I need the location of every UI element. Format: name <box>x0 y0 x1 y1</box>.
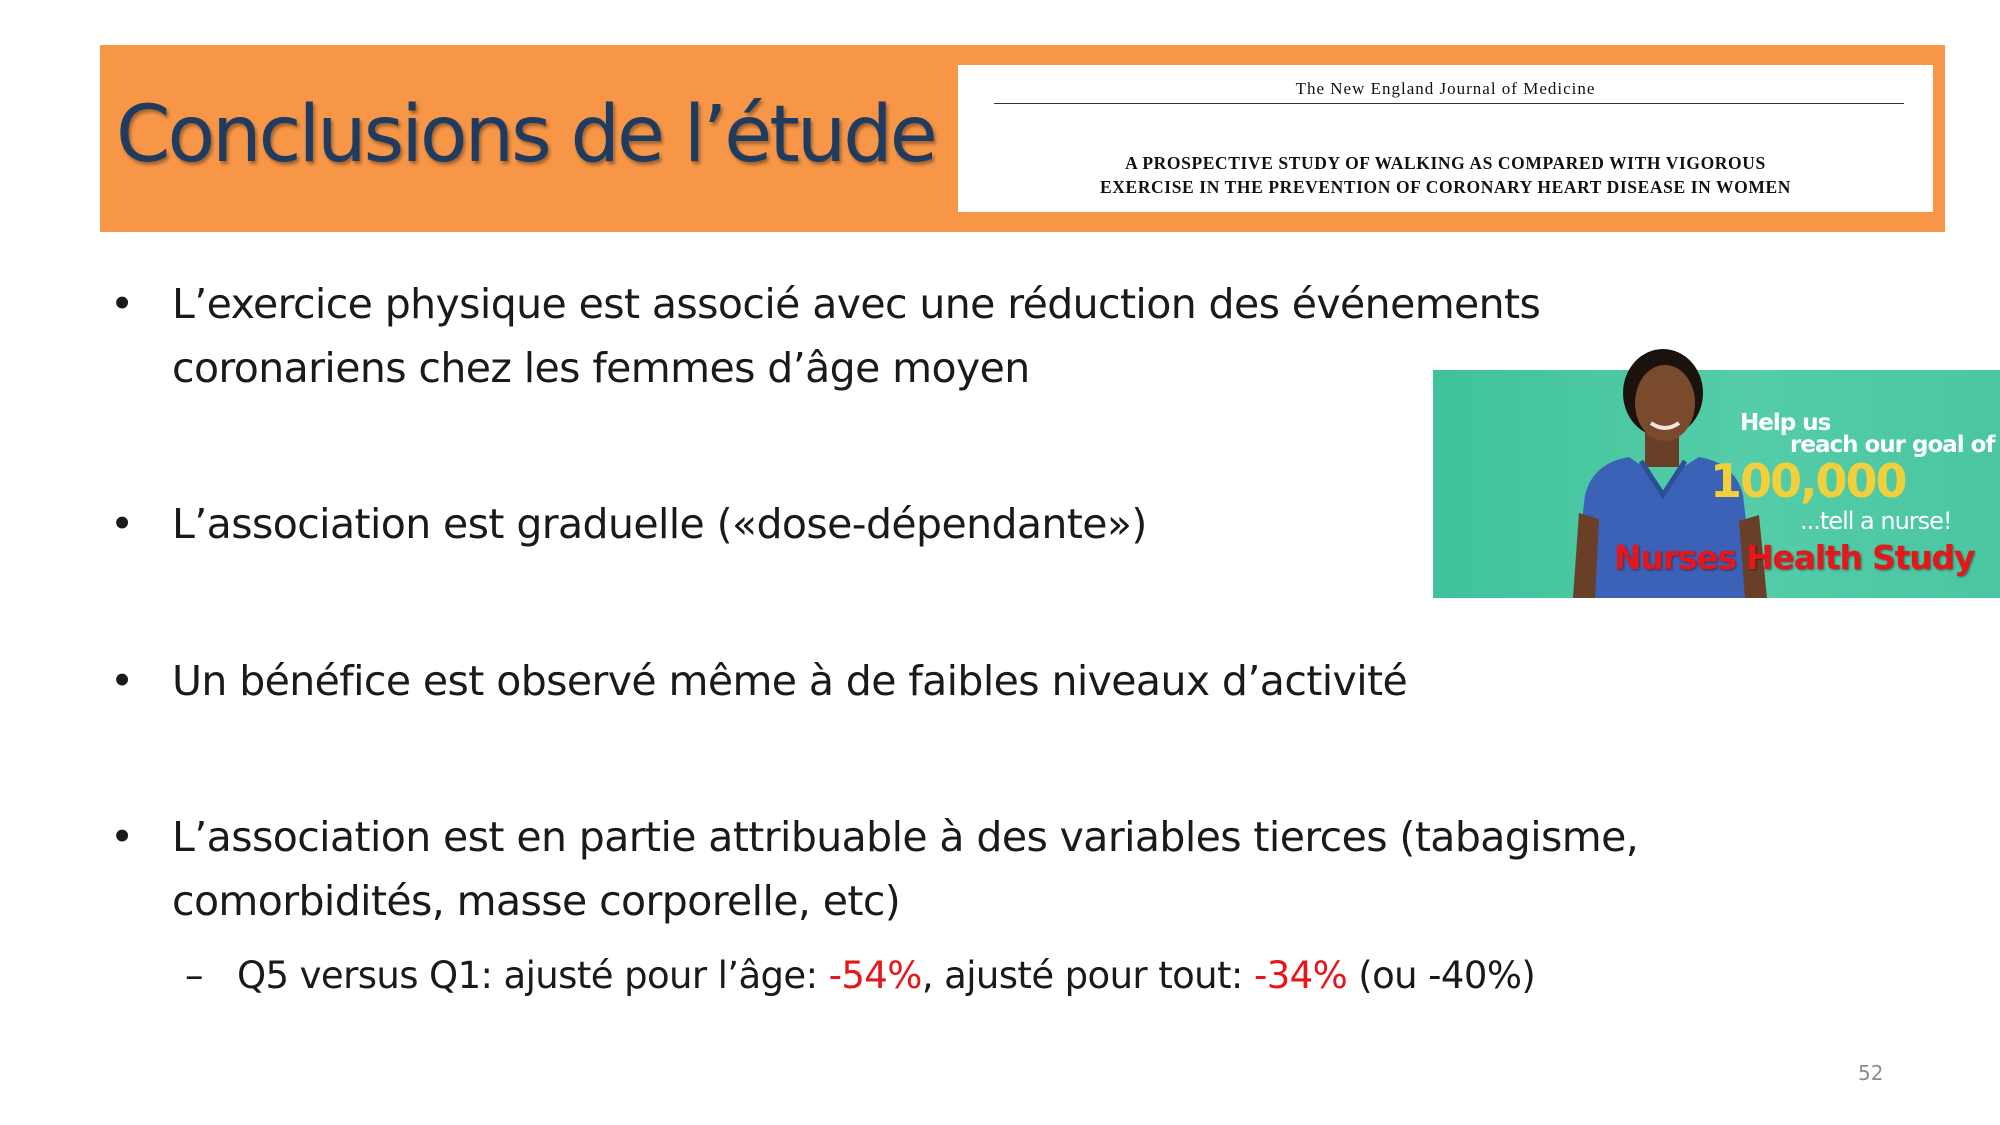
sub-bullet-part-1: Q5 versus Q1: ajusté pour l’âge: <box>237 954 829 997</box>
journal-divider <box>994 103 1904 104</box>
age-adjusted-value: -54% <box>828 954 922 997</box>
bullet-marker: • <box>110 657 134 705</box>
bullet-line: Un bénéfice est observé même à de faibles niveaux d’activité <box>172 657 1408 705</box>
reach-goal-text: reach our goal of <box>1790 432 1995 458</box>
journal-article-header <box>958 65 1933 212</box>
journal-name: The New England Journal of Medicine <box>1295 79 1596 98</box>
sub-bullet-part-3: (ou -40%) <box>1347 954 1536 997</box>
article-title <box>988 151 1903 199</box>
article-title-line-1: A PROSPECTIVE STUDY OF WALKING AS COMPARED WITH VIGOROUS <box>1125 153 1766 173</box>
bullet-line: comorbidités, masse corporelle, etc) <box>172 877 901 925</box>
goal-number: 100,000 <box>1710 454 1906 508</box>
bullet-marker: • <box>110 280 134 328</box>
nurses-health-study-label: Nurses Health Study <box>1614 538 1975 577</box>
sub-bullet-part-2: , ajusté pour tout: <box>921 954 1254 997</box>
bullet-line: L’association est en partie attribuable à des variables tierces (tabagisme, <box>172 813 1639 861</box>
slide-title: Conclusions de l’étude <box>116 90 935 180</box>
nurses-health-study-image <box>1433 370 2000 598</box>
bullet-text <box>172 649 1912 713</box>
help-us-text: Help us <box>1740 410 1831 436</box>
sub-bullet-marker: – <box>185 954 203 997</box>
sub-bullet-text <box>237 944 1535 1008</box>
bullet-line: L’exercice physique est associé avec une réduction des événements <box>172 280 1541 328</box>
article-title-line-2: EXERCISE IN THE PREVENTION OF CORONARY HEART DISEASE IN WOMEN <box>1100 177 1791 197</box>
page-number: 52 <box>1858 1061 1884 1085</box>
tell-a-nurse-text: ...tell a nurse! <box>1800 507 1952 535</box>
fully-adjusted-value: -34% <box>1253 954 1348 997</box>
bullet-line: L’association est graduelle («dose-dépendante») <box>172 500 1147 548</box>
bullet-marker: • <box>110 813 134 861</box>
bullet-line: coronariens chez les femmes d’âge moyen <box>172 344 1030 392</box>
bullet-text <box>172 805 1912 933</box>
bullet-marker: • <box>110 500 134 548</box>
